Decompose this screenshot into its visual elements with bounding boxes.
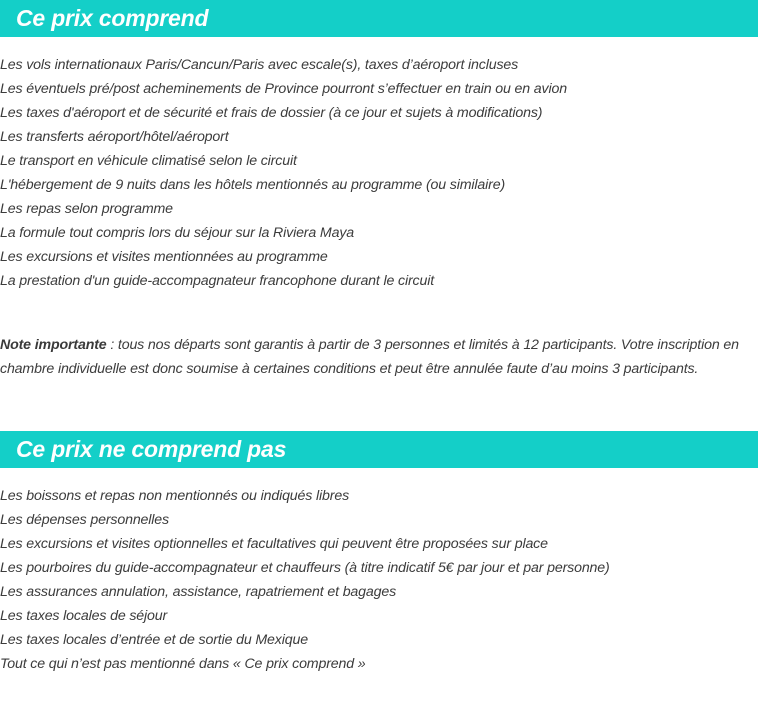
list-item: L'hébergement de 9 nuits dans les hôtels mentionnés au programme (ou similaire) — [0, 177, 506, 193]
list-item: Les transferts aéroport/hôtel/aéroport — [0, 129, 229, 145]
list-item: Les pourboires du guide-accompagnateur et chauffeurs (à titre indicatif 5€ par jour et par personne) — [0, 560, 610, 576]
note-label: Note importante — [0, 337, 107, 353]
important-note — [0, 333, 752, 381]
list-item: Les taxes locales d’entrée et de sortie du Mexique — [0, 632, 308, 648]
list-item: Les boissons et repas non mentionnés ou indiqués libres — [0, 488, 350, 504]
list-item: Les taxes locales de séjour — [0, 608, 168, 624]
list-item: La prestation d'un guide-accompagnateur francophone durant le circuit — [0, 273, 435, 289]
includes-list — [0, 53, 758, 293]
list-item: Tout ce qui n’est pas mentionné dans « Ce prix comprend » — [0, 656, 366, 672]
list-item: Les vols internationaux Paris/Cancun/Paris avec escale(s), taxes d’aéroport incluses — [0, 57, 519, 73]
list-item: Le transport en véhicule climatisé selon le circuit — [0, 153, 297, 169]
list-item: Les excursions et visites mentionnées au programme — [0, 249, 328, 265]
list-item: Les dépenses personnelles — [0, 512, 169, 528]
list-item: Les éventuels pré/post acheminements de Province pourront s’effectuer en train ou en avion — [0, 81, 567, 97]
note-text: : tous nos départs sont garantis à partir de 3 personnes et limités à 12 participants. Votre inscription en chambre individuelle est donc soumise à certaines conditions et peut être annulée faute d’au moins 3 participants. — [0, 337, 739, 377]
includes-section-title: Ce prix comprend — [16, 5, 209, 31]
list-item: La formule tout compris lors du séjour sur la Riviera Maya — [0, 225, 355, 241]
excludes-list — [0, 484, 758, 676]
list-item: Les repas selon programme — [0, 201, 173, 217]
includes-section-header — [0, 0, 758, 37]
list-item: Les taxes d'aéroport et de sécurité et frais de dossier (à ce jour et sujets à modifications) — [0, 105, 543, 121]
excludes-section-header — [0, 431, 758, 468]
list-item: Les assurances annulation, assistance, rapatriement et bagages — [0, 584, 397, 600]
excludes-section-title: Ce prix ne comprend pas — [16, 436, 287, 462]
list-item: Les excursions et visites optionnelles et facultatives qui peuvent être proposées sur place — [0, 536, 548, 552]
